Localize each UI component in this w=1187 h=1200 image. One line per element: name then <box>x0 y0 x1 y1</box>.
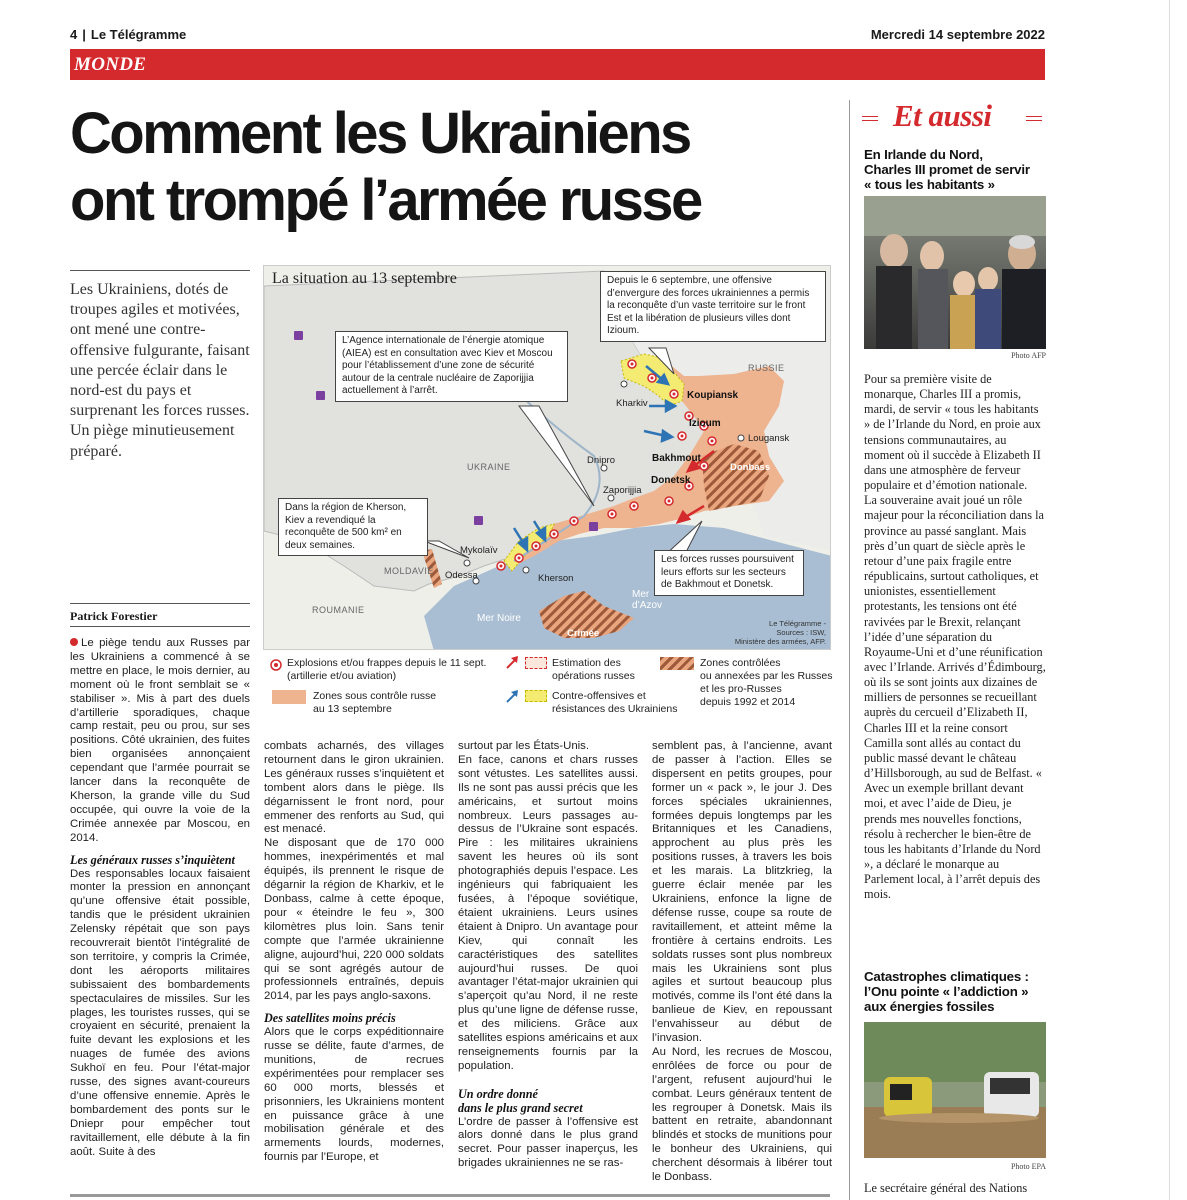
page-folio: 4 | Le Télégramme <box>70 27 187 42</box>
kicker-ornament <box>1026 116 1042 117</box>
label-lougansk: Lougansk <box>748 433 790 444</box>
label-bakhmout: Bakhmout <box>652 453 701 464</box>
publication-name: Le Télégramme <box>90 27 187 42</box>
situation-map <box>263 265 831 650</box>
paragraph: semblent pas, à l’ancienne, avant de passer à l’action. Elles se dispersent en petits groupes, pour former un « pack », le jour J. Des forces spéciales ukrainiennes, formées depuis longtemps par les Britanniques et les Canadiens, approchent au plus près les positions russes, à travers les bois et les marais. La blitzkrieg, la guerre éclair menée par les Ukrainiens, enfonce la ligne de défense russe, coupe sa route de ravitaillement, et atteint même la frontière à certains endroits. Les soldats russes sont plus nombreux mais les Ukrainiens sont plus agiles et surtout beaucoup plus motivés, comme ils l’ont été dans la banlieue de Kiev, en repoussant l’envahisseur au début de l’invasion. <box>652 740 832 1045</box>
sidebar-story-body <box>864 372 1046 902</box>
paragraph: En face, canons et chars russes sont vétustes. Les satellites aussi. Ils ne sont pas aussi précis que les américains, et surtout moins nombreux. Leurs passages au-dessus de l’Ukraine sont espacés. Pire : les militaires ukrainiens savent les heures où ils sont photographiés depuis l’espace. Les ingénieurs qui fabriquaient les fusées, à l’époque soviétique, étaient ukrainiens. Leurs usines étaient à Dnipro. Un avantage pour Kiev, qui connaît les caractéristiques des satellites aujourd’hui russes. De quoi avantager l’état-major ukrainien qui s’aperçoit qu’au Nord, il ne reste plus qu’une ligne de défense russe, et des miliciens. Grâce aux satellites espions américains et aux renseignements fournis par la population. <box>458 753 638 1072</box>
article-title-line: ont trompé l’armée russe <box>70 168 701 233</box>
label-donetsk: Donetsk <box>651 475 691 486</box>
title-line: Charles III promet de servir <box>864 162 1030 177</box>
paragraph: Le piège tendu aux Russes par les Ukrainiens a commencé à se mettre en place, le mois dernier, au moment où le front semblait se « stabiliser ». Mis à part des duels d’artillerie sporadiques, chaque camp restait, peu ou prou, sur ses positions. Côté ukrainien, des fuites bien organisées annonçaient cependant que l’armée pourrait se lancer dans la reconquête de Kherson, la grande ville du Sud occupée, qui ouvre la voie de la Crimée annexée par Moscou, en 2014. <box>70 637 250 844</box>
label-romania: ROUMANIE <box>312 605 365 615</box>
legend-text: ou annexées par les Russes <box>700 670 833 682</box>
legend-text: Zones contrôlées <box>700 657 781 669</box>
label-donbass: Donbass <box>730 462 771 473</box>
sidebar-story-body: Le secrétaire général des Nations <box>864 1181 1028 1195</box>
photo-credit: Photo AFP <box>1011 351 1046 360</box>
label-odessa: Odessa <box>445 570 478 581</box>
label-kharkiv: Kharkiv <box>616 398 648 409</box>
article-column-2 <box>264 740 444 1165</box>
flood-photo <box>864 1022 1046 1158</box>
map-credit-line: Sources : ISW, <box>776 628 826 637</box>
legend-red-arrow-icon <box>505 655 519 669</box>
article-title-line: Comment les Ukrainiens <box>70 101 690 166</box>
subheading-line: Un ordre donné <box>458 1086 538 1101</box>
paragraph: La souveraine avait joué un rôle majeur pour la réconciliation dans la province au passé sanglant. Mais près d’un quart de siècle après le retour d’une paix fragile entre républicains, surtout catholiques, et unionistes, essentiellement protestants, les tensions ont été ravivées par le Brexit, relançant l’idée d’une séparation du Royaume-Uni et d’une réunification avec l’Irlande. Arrivés d’Édimbourg, où ils se sont joints aux dizaines de milliers de personnes se recueillant auprès du cercueil d’Elizabeth II, Charles III et la reine consort Camilla sont allés au contact du public massé devant le château d’Hillsborough, au sud de Belfast. « Avec un exemple brillant devant moi, et avec l’aide de Dieu, je prends mes nouvelles fonctions, résolu à rechercher le bien-être de tous les habitants d’Irlande du Nord », a déclaré le monarque au Parlement local, à l’arrêt depuis des mois. <box>864 493 1046 902</box>
title-line: Catastrophes climatiques : <box>864 969 1029 984</box>
callout-aiea: L’Agence internationale de l’énergie atomique (AIEA) est en consultation avec Kiev et Moscou pour l’établissement d’une zone de sécurité autour de la centrale nucléaire de Zaporijjia actuellement à l’arrêt. <box>335 331 568 402</box>
legend-text: Contre-offensives et <box>552 690 646 702</box>
page-edge <box>1169 0 1170 1200</box>
label-dnipro: Dnipro <box>587 455 615 466</box>
legend-text: résistances des Ukrainiens <box>552 703 678 715</box>
title-line: « tous les habitants » <box>864 177 995 192</box>
label-crimee: Crimée <box>567 628 600 639</box>
paragraph: L’ordre de passer à l’offensive est alors donné dans le plus grand secret. Pour passer inaperçus, les brigades ukrainiennes ne se ras- <box>458 1115 638 1170</box>
page-number: 4 <box>70 27 78 42</box>
rubric-bar <box>70 49 1045 80</box>
sidebar-story-title <box>864 147 1049 192</box>
subheading-line: dans le plus grand secret <box>458 1100 583 1115</box>
subheading <box>458 1088 638 1116</box>
photo-illustration <box>864 196 1046 349</box>
label-russia: RUSSIE <box>748 363 785 373</box>
callout-north-offensive: Depuis le 6 septembre, une offensive d’envergure des forces ukrainiennes a permis la reconquête d’un vaste territoire sur le front Est et la libération de plusieurs villes dont Izioum. <box>600 271 826 342</box>
callout-kherson: Dans la région de Kherson, Kiev a revendiqué la reconquête de 500 km² en deux semaines. <box>278 498 428 556</box>
legend-text: depuis 1992 et 2014 <box>700 696 796 708</box>
label-mer-azov-line: Mer <box>632 589 650 600</box>
legend-annexed-swatch <box>660 657 694 670</box>
bullet-dot-icon <box>70 638 78 646</box>
article-lead: Les Ukrainiens, dotés de troupes agiles et motivées, ont mené une contre-offensive fulgurante, faisant une percée éclair dans le nord-est du pays et surprenant les forces russes. Un piège minutieusement préparé. <box>70 281 250 460</box>
legend-text: au 13 septembre <box>313 703 392 715</box>
sidebar-kicker: Et aussi <box>893 98 992 133</box>
subheading: Les généraux russes s’inquiètent <box>70 852 235 867</box>
divider <box>70 626 250 627</box>
label-mer-azov-line: d’Azov <box>632 600 663 611</box>
paragraph: surtout par les États-Unis. <box>458 740 590 752</box>
legend-text: opérations russes <box>552 670 635 682</box>
donbass-hatched-zone <box>702 444 769 511</box>
legend-text: (artillerie et/ou aviation) <box>287 670 397 682</box>
paragraph: Des responsables locaux faisaient monter la pression en annonçant qu’une offensive était possible, tandis que le président ukrainien Zelensky répétait que son pays recouvrerait bientôt l’intégralité de son territoire, y compris la Crimée, dont les aéroports militaires subissaient des bombardements spectaculaires de missiles. Sur les plages, les touristes russes, qui se croyaient en sécurité, prenaient la fuite devant les explosions et les nuages de fumée des avions Sukhoï en feu. Pour l’état-major russe, des signes avant-coureurs d’une offensive ennemie. Après le bombardement des ponts sur le Dniepr pour empêcher tout ravitaillement, elle débute à la fin août. Suite à des <box>70 867 250 1158</box>
issue-date: Mercredi 14 septembre 2022 <box>870 27 1045 42</box>
title-line: aux énergies fossiles <box>864 999 995 1014</box>
legend-text: Explosions et/ou frappes depuis le 11 sept. <box>287 657 487 669</box>
rubric-label: MONDE <box>74 54 147 75</box>
title-line: l’Onu pointe « l’addiction » <box>864 984 1029 999</box>
photo-credit: Photo EPA <box>1010 1162 1046 1171</box>
legend-explosions <box>287 657 486 683</box>
map-credit <box>735 619 826 646</box>
article-column-1 <box>70 637 250 1160</box>
legend-text: Estimation des <box>552 657 621 669</box>
photo-illustration <box>864 1022 1046 1158</box>
label-izioum: Izioum <box>689 418 721 429</box>
legend-estimation-swatch <box>525 657 547 669</box>
callout-east-fronts: Les forces russes poursuivent leurs efforts sur les secteurs de Bakhmout et Donetsk. <box>654 550 804 596</box>
label-kherson: Kherson <box>538 573 574 584</box>
legend-counter-swatch <box>525 690 547 702</box>
label-zaporijjia: Zaporijjia <box>603 485 642 496</box>
paragraph: combats acharnés, des villages retournent dans le giron ukrainien. Les généraux russes s’inquiètent et tombent alors dans le piège. Ils dégarnissent le front nord, pour emmener des renforts au Sud, qui est menacé. <box>264 740 444 836</box>
article-title <box>70 100 840 234</box>
legend-explosion-icon <box>270 658 282 670</box>
label-mykolaiv: Mykolaïv <box>460 545 498 556</box>
paragraph: Au Nord, les recrues de Moscou, enrôlées de force ou pour de l’argent, refusent aujourd’hui le combat. Leurs généraux tentent de les regrouper à Donetsk. Mais ils battent en retraite, abandonnant blindés et stocks de munitions pour le bonheur des Ukrainiens, qui cherchent désormais à libérer tout le Donbass. <box>652 1045 832 1184</box>
title-line: En Irlande du Nord, <box>864 147 983 162</box>
legend-annexed <box>700 657 833 709</box>
sidebar-story-title <box>864 969 1049 1014</box>
kicker-ornament <box>862 116 878 117</box>
legend-counter <box>552 690 677 716</box>
paragraph: Alors que le corps expéditionnaire russe se délite, faute d’armes, de munitions, de recrues expérimentées pour remplacer ses 60 000 morts, blessés et prisonniers, les Ukrainiens montent en puissance grâce à une mobilisation générale et des armements lourds, modernes, fournis par l’Europe, et <box>264 1026 444 1164</box>
paragraph: Pour sa première visite de monarque, Charles III a promis, mardi, de servir « tous les habitants » de l’Irlande du Nord, en proie aux tensions communautaires, au moment où il succède à Elizabeth II dans une atmosphère de ferveur populaire et d’émotion nationale. <box>864 372 1041 493</box>
map-credit-line: Le Télégramme - <box>769 619 826 628</box>
article-column-4 <box>652 740 832 1185</box>
paragraph: Ne disposant que de 170 000 hommes, inexpérimentés et mal équipés, ils prennent le risque de dégarnir la région de Kharkiv, et le Donbass, calme à cette époque, pour « éteindre le feu », 300 kilomètres plus loin. Sans tenir compte que l’armée ukrainienne aligne, aujourd’hui, 220 000 soldats qui se sont agrégés autour de professionnels entraînés, depuis 2014, par les pays anglo-saxons. <box>264 837 444 1003</box>
divider <box>70 603 250 604</box>
label-ukraine: UKRAINE <box>467 462 511 472</box>
legend-russian-zone-swatch <box>272 690 306 704</box>
legend-russian-zone <box>313 690 436 716</box>
label-mer-azov <box>632 589 662 611</box>
charles-crowd-photo <box>864 196 1046 349</box>
label-moldova: MOLDAVIE <box>384 566 434 576</box>
legend-blue-arrow-icon <box>505 689 519 703</box>
legend-estimation <box>552 657 635 683</box>
divider <box>70 1194 830 1197</box>
label-koupiansk: Koupiansk <box>687 390 739 401</box>
map-credit-line: Ministère des armées, AFP. <box>734 637 826 646</box>
legend-text: et les pro-Russes <box>700 683 782 695</box>
kicker-ornament <box>862 120 878 121</box>
label-mer-noire: Mer Noire <box>477 613 521 624</box>
subheading: Des satellites moins précis <box>264 1011 396 1026</box>
map-title: La situation au 13 septembre <box>272 270 457 287</box>
column-separator <box>849 100 850 1200</box>
divider <box>70 270 250 271</box>
legend-text: Zones sous contrôle russe <box>313 690 437 702</box>
article-column-3 <box>458 740 638 1171</box>
kicker-ornament <box>1026 120 1042 121</box>
author-byline: Patrick Forestier <box>70 609 158 623</box>
